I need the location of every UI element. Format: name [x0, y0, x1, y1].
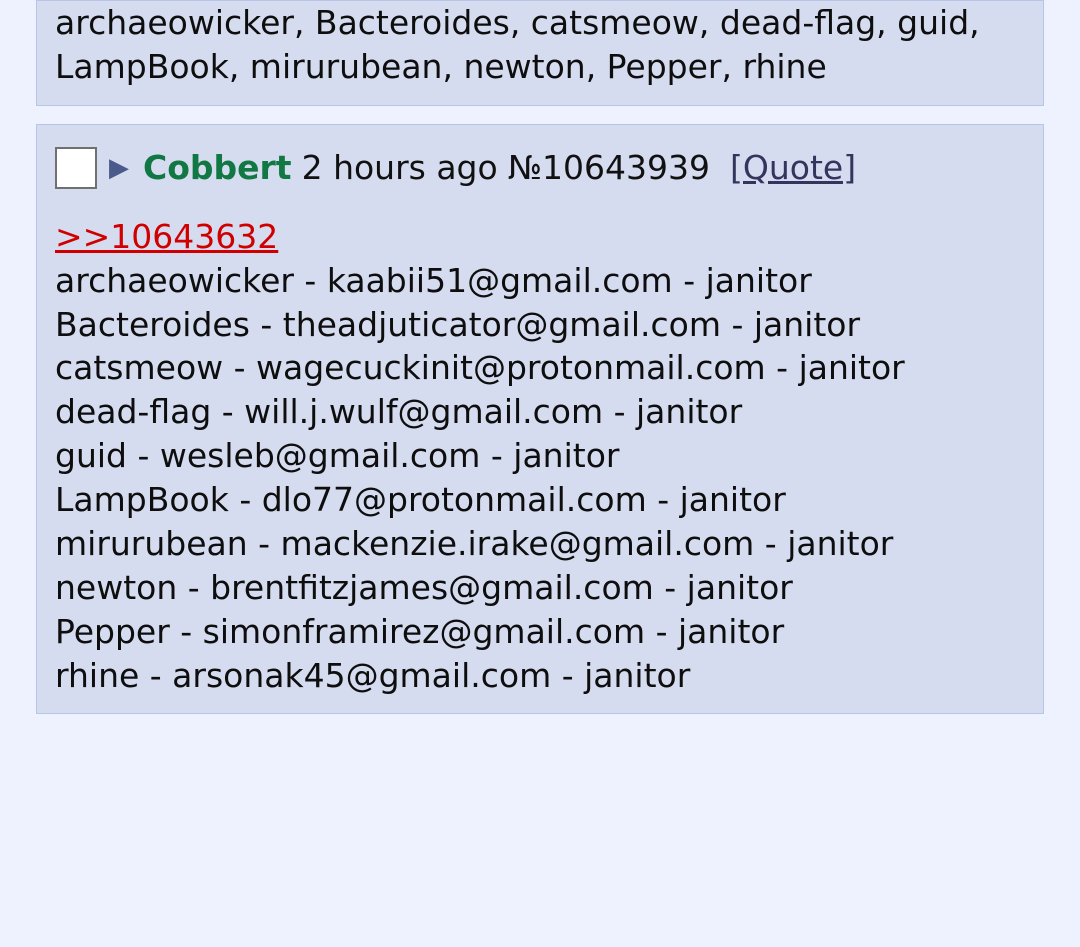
list-item: guid - wesleb@gmail.com - janitor	[55, 436, 620, 476]
list-item: catsmeow - wagecuckinit@protonmail.com - janitor	[55, 348, 905, 388]
post-header	[55, 147, 1025, 189]
list-item: archaeowicker - kaabii51@gmail.com - janitor	[55, 260, 812, 300]
list-item: rhine - arsonak45@gmail.com - janitor	[55, 655, 691, 695]
post-select-checkbox[interactable]	[55, 147, 97, 189]
chevron-right-icon[interactable]: ▶	[109, 152, 129, 183]
list-item: Bacteroides - theadjuticator@gmail.com - janitor	[55, 304, 861, 344]
post-cobbert	[36, 124, 1044, 715]
post-body	[55, 215, 1025, 698]
list-item: newton - brentfitzjames@gmail.com - janitor	[55, 567, 793, 607]
post-separator	[36, 106, 1044, 124]
list-item: mirurubean - mackenzie.irake@gmail.com - janitor	[55, 523, 894, 563]
list-item: LampBook - dlo77@protonmail.com - janitor	[55, 480, 786, 519]
quote-link[interactable]: [Quote]	[730, 148, 857, 188]
backlink-reference[interactable]: >>10643632	[55, 216, 279, 256]
post-number[interactable]: №10643939	[507, 148, 710, 188]
list-item: dead-flag - will.j.wulf@gmail.com - janitor	[55, 392, 743, 432]
post-previous	[36, 0, 1044, 106]
post-timestamp: 2 hours ago	[301, 148, 498, 188]
poster-name: Cobbert	[143, 148, 292, 188]
list-item: Pepper - simonframirez@gmail.com - janitor	[55, 611, 785, 651]
post-body-text: archaeowicker, Bacteroides, catsmeow, dead-flag, guid, LampBook, mirurubean, newton, Pepper, rhine	[55, 3, 980, 86]
